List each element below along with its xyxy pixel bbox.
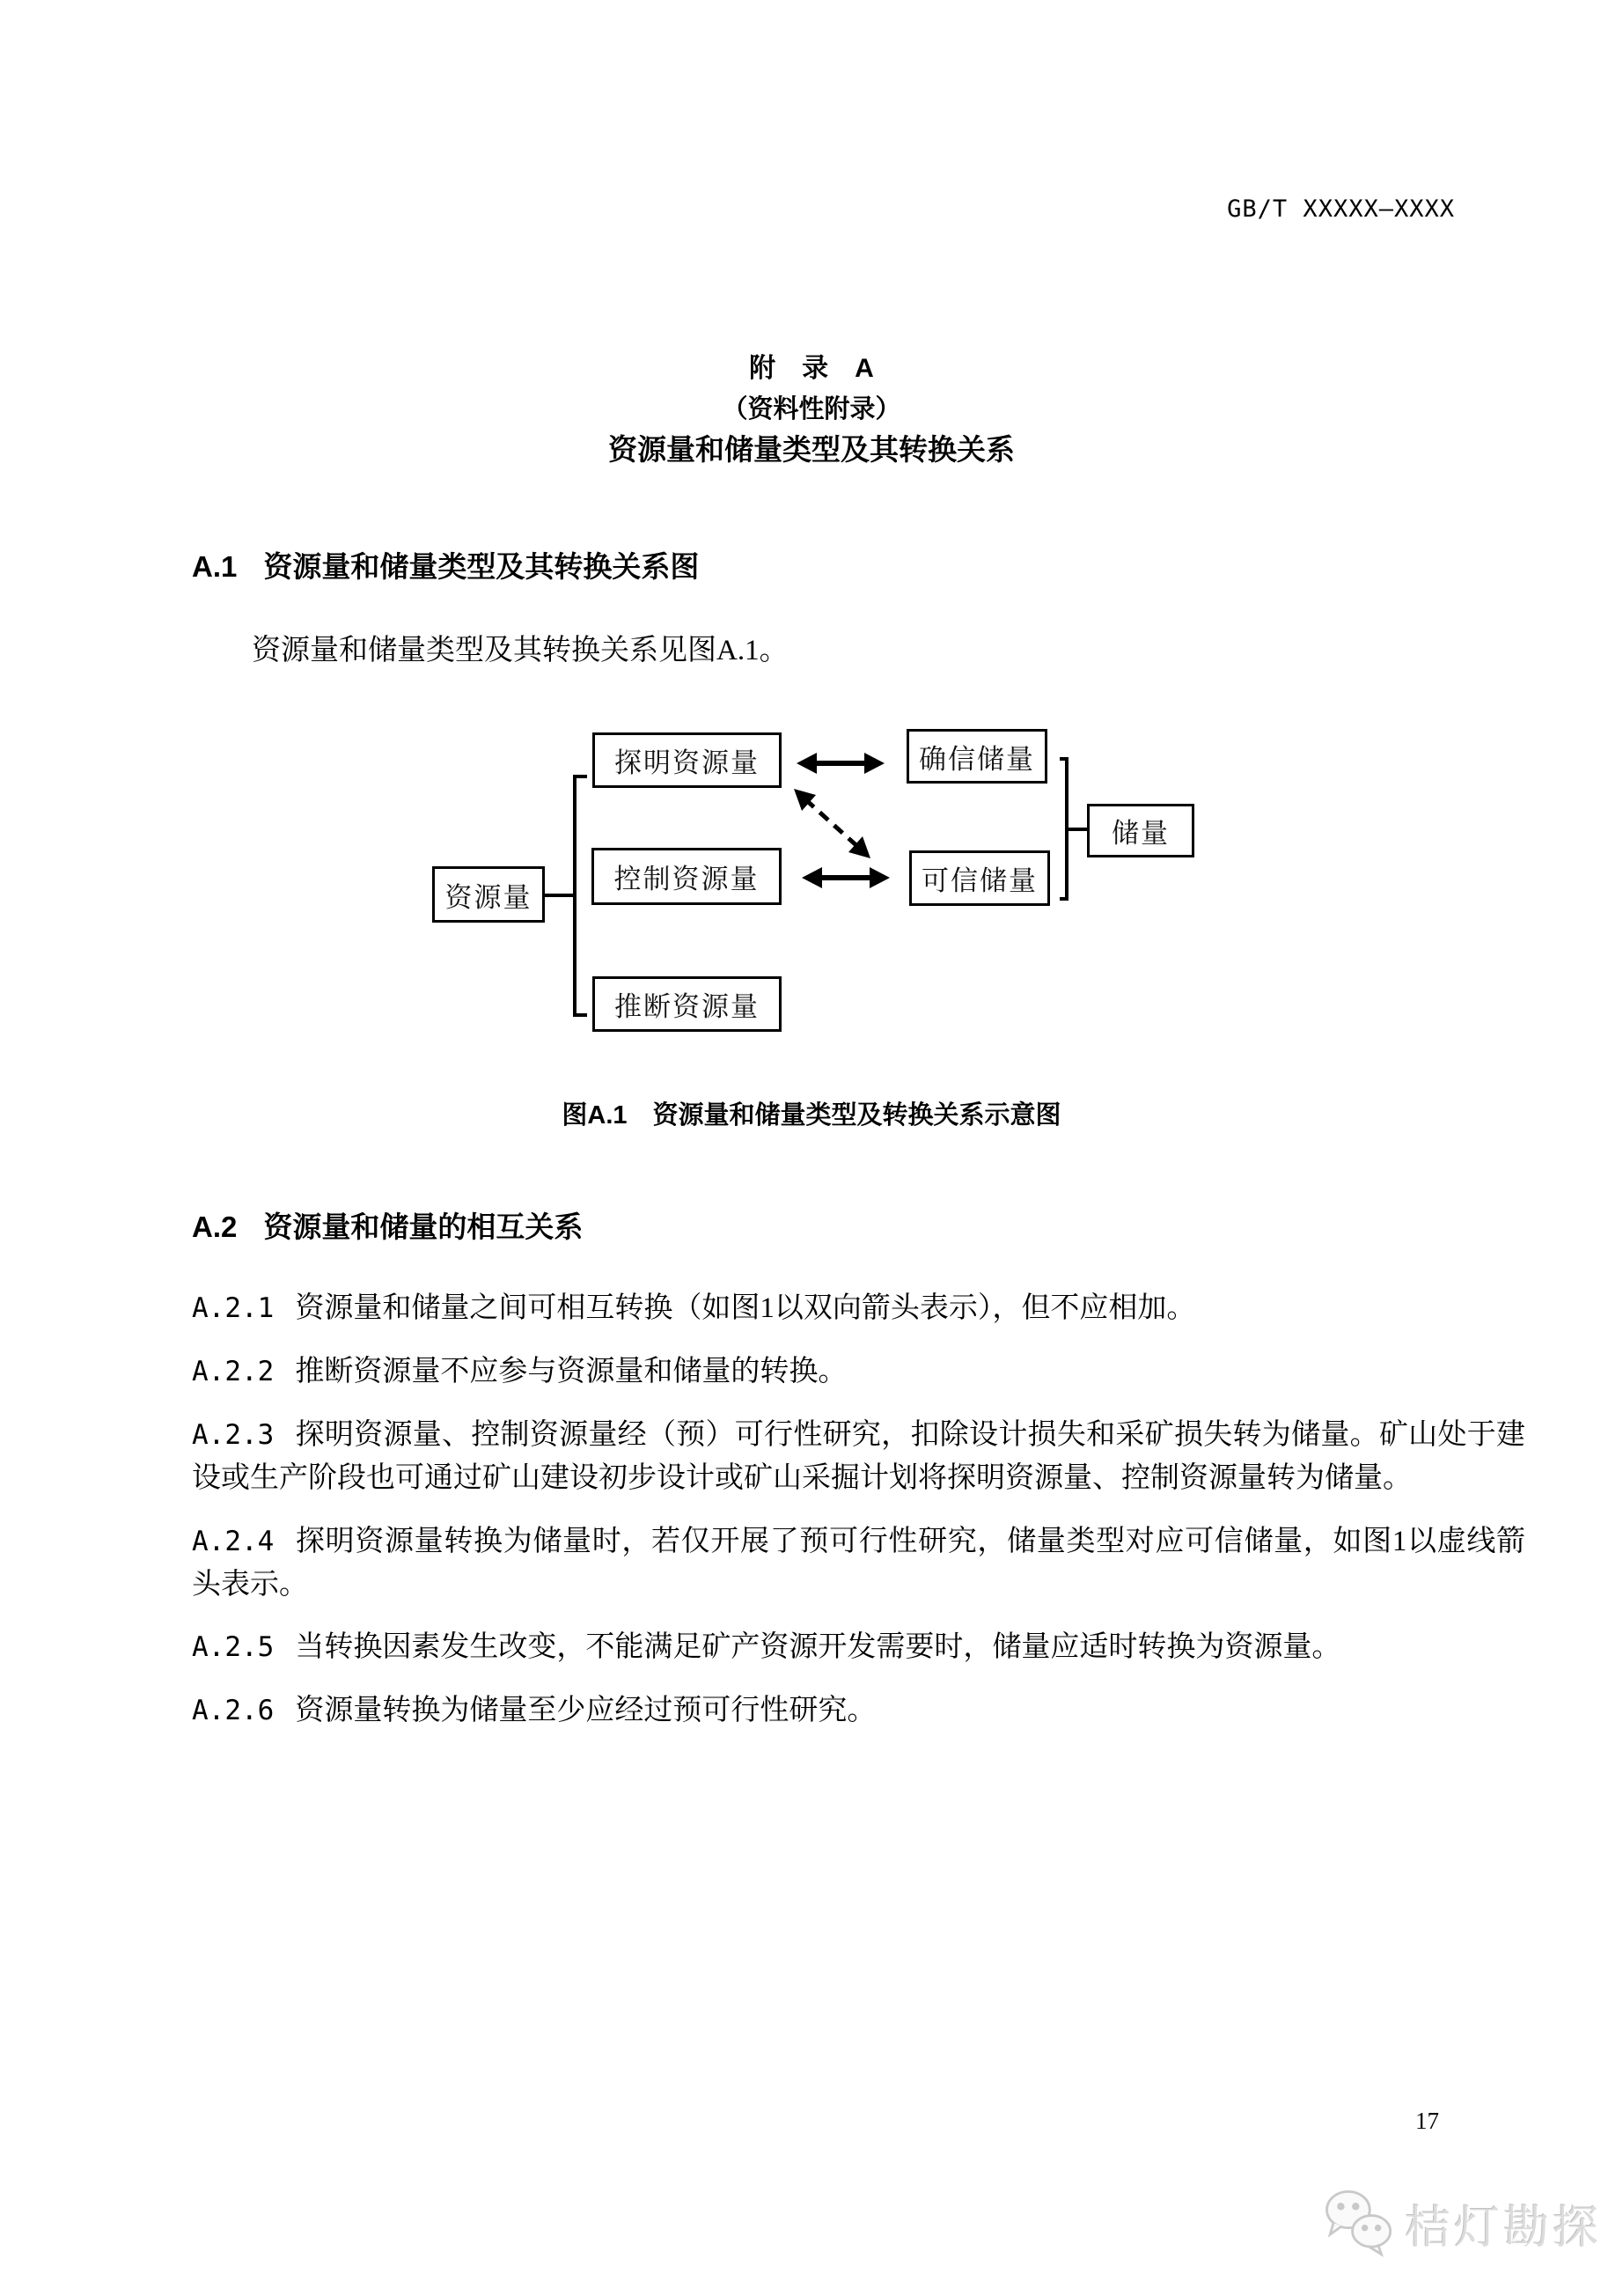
left-bracket [575, 776, 587, 1015]
appendix-title-line3: 资源量和储量类型及其转换关系 [608, 433, 1015, 466]
clause-a2-5-number: A.2.5 [192, 1631, 275, 1663]
clause-a2-5 [192, 1626, 1525, 1669]
node-probable-reserves: 可信储量 [909, 850, 1050, 906]
node-inferred-resources: 推断资源量 [592, 976, 782, 1032]
right-bracket [1060, 759, 1067, 899]
clause-a2-2 [192, 1350, 1525, 1394]
section-a1-number: A.1 [192, 550, 238, 583]
clause-a2-2-text: 推断资源量不应参与资源量和储量的转换。 [295, 1356, 848, 1387]
standard-code: GB/T XXXXX—XXXX [1227, 195, 1455, 223]
section-a1-heading [192, 544, 699, 585]
watermark-text: 桔灯勘探 [1404, 2202, 1602, 2254]
watermark [1320, 2175, 1602, 2271]
clause-a2-6-number: A.2.6 [192, 1695, 275, 1726]
clause-a2-3 [192, 1414, 1525, 1500]
clause-a2-3-number: A.2.3 [192, 1419, 275, 1451]
clause-a2-1-text: 资源量和储量之间可相互转换（如图1以双向箭头表示），但不应相加。 [295, 1292, 1196, 1324]
clause-a2-6-text: 资源量转换为储量至少应经过预可行性研究。 [295, 1695, 877, 1726]
node-reserves: 储量 [1087, 804, 1194, 857]
appendix-title-line2: （资料性附录） [722, 395, 901, 423]
page-number: 17 [1415, 2108, 1439, 2134]
figure-a1-caption: 图A.1 资源量和储量类型及转换关系示意图 [562, 1101, 1061, 1130]
figure-a1-diagram [387, 704, 1223, 1056]
section-a1-intro: 资源量和储量类型及其转换关系见图A.1。 [252, 635, 789, 666]
appendix-title-block [0, 349, 1623, 470]
clause-a2-4-number: A.2.4 [192, 1526, 275, 1557]
section-a1-title: 资源量和储量类型及其转换关系图 [263, 550, 700, 583]
clause-a2-4-text: 探明资源量转换为储量时，若仅开展了预可行性研究，储量类型对应可信储量，如图1以虚线箭头表示。 [192, 1526, 1525, 1601]
wechat-icon [1320, 2182, 1399, 2263]
clause-a2-2-number: A.2.2 [192, 1356, 275, 1387]
node-indicated-resources: 控制资源量 [591, 848, 782, 905]
clause-a2-1 [192, 1287, 1525, 1330]
node-resources: 资源量 [432, 866, 545, 923]
node-proved-reserves: 确信储量 [907, 729, 1047, 784]
clause-a2-3-text: 探明资源量、控制资源量经（预）可行性研究，扣除设计损失和采矿损失转为储量。矿山处于建设或生产阶段也可通过矿山建设初步设计或矿山采掘计划将探明资源量、控制资源量转为储量。 [192, 1419, 1525, 1494]
section-a2-number: A.2 [192, 1211, 238, 1243]
clause-a2-1-number: A.2.1 [192, 1292, 275, 1324]
clause-a2-6 [192, 1689, 1525, 1733]
dashed-double-arrow-measured-probable [794, 789, 870, 858]
clause-a2-4 [192, 1520, 1525, 1607]
double-arrow-measured-proved [797, 753, 885, 774]
appendix-title-line1: 附 录 A [749, 354, 874, 383]
clause-a2-5-text: 当转换因素发生改变，不能满足矿产资源开发需要时，储量应适时转换为资源量。 [295, 1631, 1341, 1663]
section-a2-heading [192, 1204, 583, 1246]
double-arrow-indicated-probable [802, 867, 890, 888]
node-measured-resources: 探明资源量 [592, 732, 782, 788]
section-a2-title: 资源量和储量的相互关系 [263, 1211, 584, 1243]
